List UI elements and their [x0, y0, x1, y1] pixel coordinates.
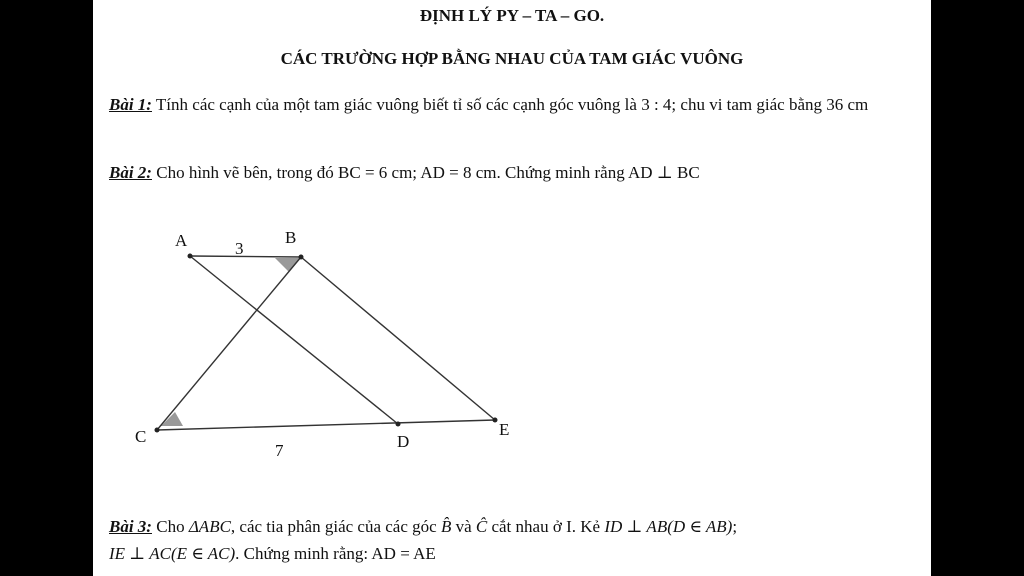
label-c: C [135, 427, 147, 446]
label-b: B [285, 228, 297, 247]
exercise-3-text-f: . Chứng minh rằng: AD = AE [235, 544, 436, 563]
label-length-cd: 7 [275, 441, 284, 460]
exercise-3-math-ie: IE ⊥ AC(E ∈ AC) [109, 544, 236, 563]
point-e-dot [493, 418, 498, 423]
document-page [93, 0, 931, 576]
exercise-2-label: Bài 2: [109, 163, 152, 182]
exercise-3-text-d: cắt nhau ở I. Kẻ [487, 517, 605, 536]
exercise-3-text-a: Cho [151, 517, 189, 536]
exercise-3-text-b: , các tia phân giác của các góc [230, 517, 441, 536]
page-subtitle: CÁC TRƯỜNG HỢP BẰNG NHAU CỦA TAM GIÁC VUÔNG [280, 49, 744, 68]
geometry-figure [93, 0, 931, 576]
point-b-dot [299, 255, 304, 260]
label-d: D [397, 432, 410, 451]
angle-marker-c [161, 412, 183, 426]
segment-ce [157, 420, 495, 430]
label-length-ab: 3 [235, 239, 244, 258]
point-a-dot [188, 254, 193, 259]
label-e: E [499, 420, 510, 439]
point-d-dot [396, 422, 401, 427]
page-title: ĐỊNH LÝ PY – TA – GO. [419, 6, 605, 25]
segment-ad [190, 256, 398, 424]
segment-ab [190, 256, 301, 257]
exercise-3-math-id: ID ⊥ AB(D ∈ AB) [604, 517, 733, 536]
exercise-3-angle-c: Ĉ [475, 517, 488, 536]
angle-marker-b [275, 258, 301, 272]
exercise-3-triangle: ΔABC [188, 517, 231, 536]
exercise-1-label: Bài 1: [109, 95, 152, 114]
label-a: A [175, 231, 188, 250]
segment-be [301, 257, 495, 420]
exercise-3-label: Bài 3: [109, 517, 152, 536]
exercise-2-text: Cho hình vẽ bên, trong đó BC = 6 cm; AD = 8 cm. Chứng minh rằng AD ⊥ BC [151, 163, 700, 182]
exercise-3-text-c: và [451, 517, 476, 536]
exercise-3-angle-b: B̂ [440, 517, 452, 536]
exercise-3 [109, 513, 929, 567]
point-c-dot [155, 428, 160, 433]
exercise-1-text: Tính các cạnh của một tam giác vuông biết tỉ số các cạnh góc vuông là 3 : 4; chu vi tam giác bằng 36 cm [151, 95, 869, 114]
segment-bc [157, 257, 301, 430]
exercise-3-text-e: ; [732, 517, 738, 536]
